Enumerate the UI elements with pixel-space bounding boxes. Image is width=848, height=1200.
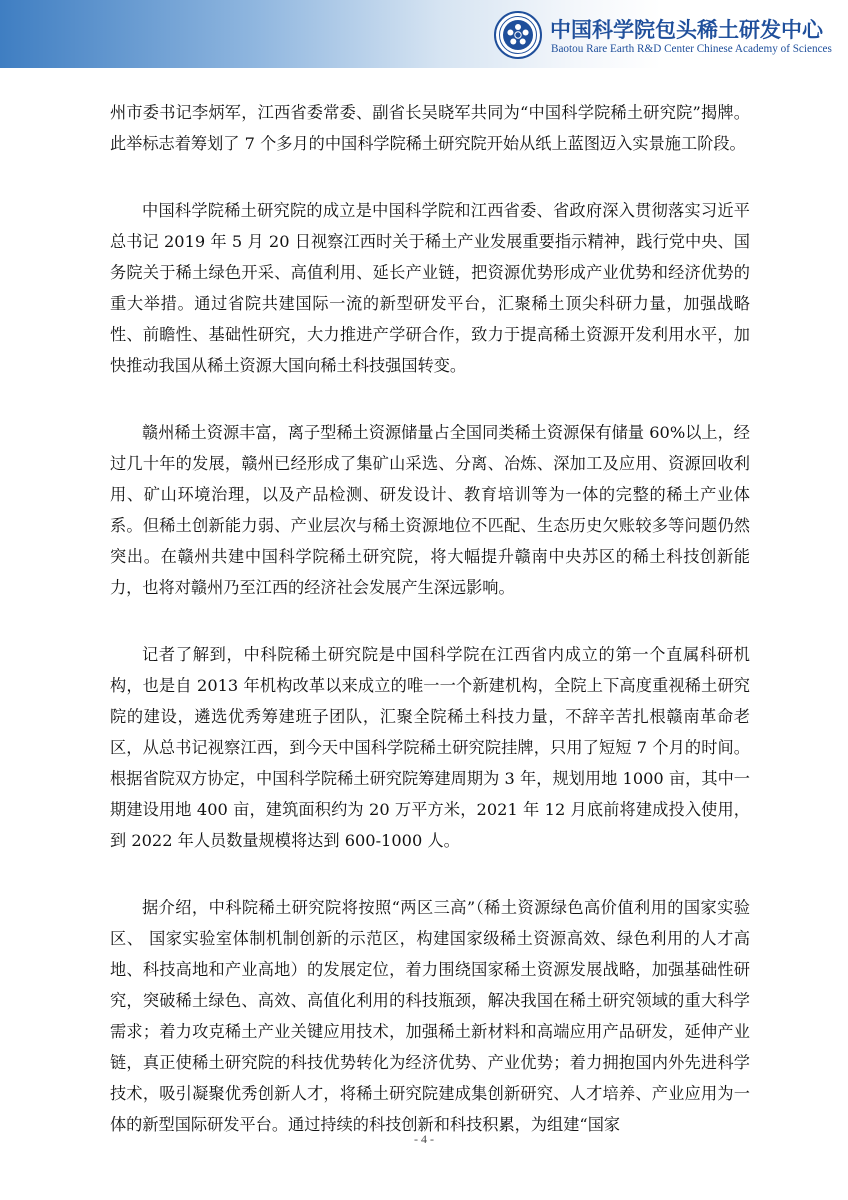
paragraph-continued: 州市委书记李炳军，江西省委常委、副省长吴晓军共同为“中国科学院稀土研究院”揭牌。此举标志着筹划了 7 个多月的中国科学院稀土研究院开始从纸上蓝图迈入实景施工阶段。 xyxy=(110,103,750,153)
article-body xyxy=(110,97,750,1176)
logo-title-cn: 中国科学院包头稀土研发中心 xyxy=(550,18,823,42)
paragraph: 据介绍，中科院稀土研究院将按照“两区三高”（稀土资源绿色高价值利用的国家实验区、 国家实验室体制机制创新的示范区，构建国家级稀土资源高效、绿色利用的人才高地、科技高地和产业高地）的发展定位，着力围绕国家稀土资源发展战略，加强基础性研究，突破稀土绿色、高效、高值化利用的科技瓶颈，解决我国在稀土研究领域的重大科学需求；着力攻克稀土产业关键应用技术，加强稀土新材料和高端应用产品研发，延伸产业链，真正使稀土研究院的科技优势转化为经济优势、产业优势；着力拥抱国内外先进科学技术，吸引凝聚优秀创新人才，将稀土研究院建成集创新研究、人才培养、产业应用为一体的新型国际研发平台。通过持续的科技创新和科技积累，为组建“国家 xyxy=(110,898,750,1134)
paragraph: 记者了解到，中科院稀土研究院是中国科学院在江西省内成立的第一个直属科研机构，也是自 2013 年机构改革以来成立的唯一一个新建机构，全院上下高度重视稀土研究院的建设，遴选优秀筹建班子团队，汇聚全院稀土科技力量，不辞辛苦扎根赣南革命老区，从总书记视察江西，到今天中国科学院稀土研究院挂牌，只用了短短 7 个月的时间。根据省院双方协定，中国科学院稀土研究院筹建周期为 3 年，规划用地 1000 亩，其中一期建设用地 400 亩，建筑面积约为 20 万平方米，2021 年 12 月底前将建成投入使用，到 2022 年人员数量规模将达到 600-1000 人。 xyxy=(110,645,750,850)
paragraph: 赣州稀土资源丰富，离子型稀土资源储量占全国同类稀土资源保有储量 60%以上，经过几十年的发展，赣州已经形成了集矿山采选、分离、冶炼、深加工及应用、资源回收利用、矿山环境治理，以及产品检测、研发设计、教育培训等为一体的完整的稀土产业体系。但稀土创新能力弱、产业层次与稀土资源地位不匹配、生态历史欠账较多等问题仍然突出。在赣州共建中国科学院稀土研究院，将大幅提升赣南中央苏区的稀土科技创新能力，也将对赣州乃至江西的经济社会发展产生深远影响。 xyxy=(110,423,750,597)
page-number: - 4 - xyxy=(414,1132,434,1146)
cas-emblem-icon xyxy=(494,11,542,59)
logo-title-en: Baotou Rare Earth R&D Center Chinese Academy of Sciences xyxy=(551,43,832,55)
header-logo xyxy=(494,11,844,59)
paragraph: 中国科学院稀土研究院的成立是中国科学院和江西省委、省政府深入贯彻落实习近平总书记 2019 年 5 月 20 日视察江西时关于稀土产业发展重要指示精神，践行党中央、国务院关于稀土绿色开采、高值利用、延长产业链，把资源优势形成产业优势和经济优势的重大举措。通过省院共建国际一流的新型研发平台，汇聚稀土顶尖科研力量，加强战略性、前瞻性、基础性研究，大力推进产学研合作，致力于提高稀土资源开发利用水平，加快推动我国从稀土资源大国向稀土科技强国转变。 xyxy=(110,201,750,375)
